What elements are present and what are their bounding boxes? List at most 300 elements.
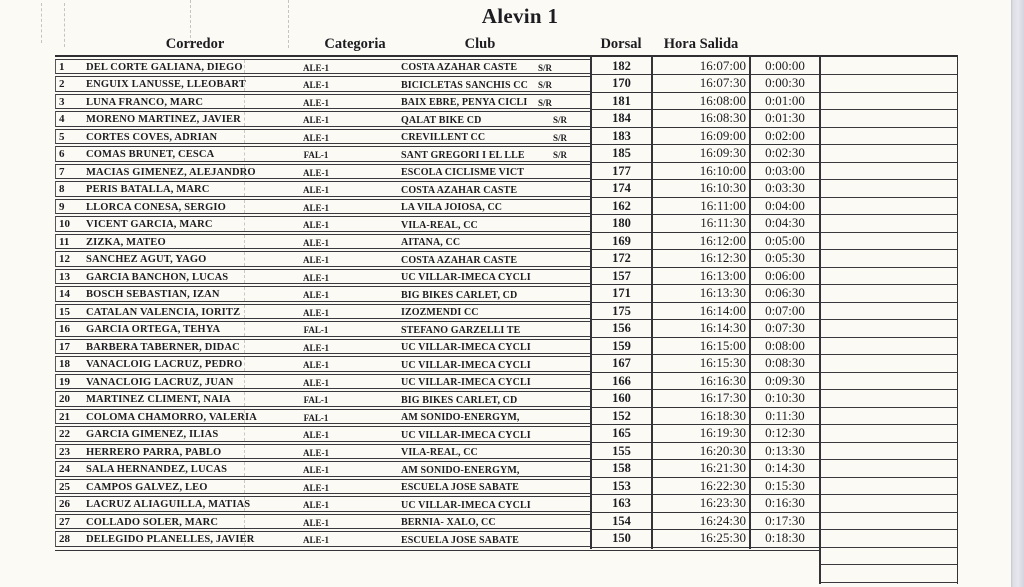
dorsal-cell: 180 — [591, 215, 652, 233]
categoria-cell: ALE-1 — [302, 342, 329, 353]
dorsal-cell: 153 — [591, 478, 652, 496]
rider-cell-group — [55, 514, 592, 530]
club-cell: VILA-REAL, CC — [401, 219, 478, 231]
position-cell: 11 — [59, 235, 70, 248]
categoria-cell: ALE-1 — [302, 447, 329, 458]
column-separator-artifact — [244, 532, 245, 546]
empty-cell — [821, 128, 957, 146]
diff-cell: 0:04:00 — [750, 198, 820, 216]
column-header-corredor: Corredor — [165, 36, 225, 52]
categoria-cell: ALE-1 — [302, 360, 329, 371]
empty-cell — [821, 75, 957, 93]
categoria-cell: FAL-1 — [303, 395, 329, 406]
corredor-cell: LUNA FRANCO, MARC — [86, 96, 204, 108]
categoria-cell: ALE-1 — [302, 185, 329, 196]
club-cell: UC VILLAR-IMECA CYCLI — [401, 377, 531, 389]
corredor-cell: HERRERO PARRA, PABLO — [86, 446, 222, 458]
dorsal-cell: 182 — [591, 58, 652, 76]
hora-salida-cell: 16:23:30 — [652, 495, 750, 513]
position-cell: 25 — [59, 480, 70, 493]
hora-salida-cell: 16:09:00 — [652, 128, 750, 146]
column-separator-artifact — [244, 497, 245, 511]
diff-cell: 0:05:30 — [750, 250, 820, 268]
empty-cell — [821, 198, 957, 216]
club-cell: BAIX EBRE, PENYA CICLI — [401, 97, 528, 109]
rider-cell-group — [55, 426, 592, 442]
corredor-cell: LLORCA CONESA, SERGIO — [86, 201, 226, 213]
column-separator-artifact — [244, 252, 245, 266]
hora-salida-cell: 16:07:00 — [652, 58, 750, 76]
empty-cell — [821, 285, 957, 303]
diff-cell: 0:18:30 — [750, 530, 820, 548]
sr-flag: S/R — [538, 80, 553, 91]
hora-salida-cell: 16:08:30 — [652, 110, 750, 128]
rider-cell-group — [55, 391, 592, 407]
diff-cell: 0:14:30 — [750, 460, 820, 478]
rider-cell-group — [55, 321, 592, 337]
club-cell: STEFANO GARZELLI TE — [401, 324, 521, 336]
categoria-cell: ALE-1 — [302, 255, 329, 266]
page-edge-strip — [1011, 0, 1024, 587]
position-cell: 9 — [59, 200, 65, 213]
dorsal-cell: 185 — [591, 145, 652, 163]
rider-cell-group — [55, 216, 592, 232]
diff-cell: 0:06:00 — [750, 268, 820, 286]
club-cell: AITANA, CC — [401, 237, 461, 249]
diff-cell: 0:07:00 — [750, 303, 820, 321]
dorsal-cell: 165 — [591, 425, 652, 443]
scan-artifact — [288, 0, 289, 48]
position-cell: 3 — [59, 95, 65, 108]
categoria-cell: ALE-1 — [302, 307, 329, 318]
club-cell: BERNIA- XALO, CC — [401, 517, 496, 529]
dorsal-cell: 162 — [591, 198, 652, 216]
club-cell: COSTA AZAHAR CASTE — [401, 254, 518, 266]
hora-salida-cell: 16:11:30 — [652, 215, 750, 233]
dorsal-cell: 156 — [591, 320, 652, 338]
position-cell: 1 — [59, 60, 65, 73]
empty-cell — [821, 355, 957, 373]
club-cell: BIG BIKES CARLET, CD — [401, 394, 518, 406]
dorsal-cell: 171 — [591, 285, 652, 303]
corredor-cell: VANACLOIG LACRUZ, JUAN — [86, 376, 234, 388]
sr-flag: S/R — [538, 97, 553, 108]
column-header-dorsal: Dorsal — [600, 36, 642, 52]
categoria-cell: ALE-1 — [302, 202, 329, 213]
club-cell: UC VILLAR-IMECA CYCLI — [401, 272, 531, 284]
rider-cell-group — [55, 181, 592, 197]
column-separator-artifact — [244, 515, 245, 529]
club-cell: QALAT BIKE CD — [401, 114, 482, 126]
corredor-cell: COMAS BRUNET, CESCA — [86, 149, 215, 161]
hora-salida-cell: 16:22:30 — [652, 478, 750, 496]
position-cell: 6 — [59, 148, 65, 161]
sr-flag: S/R — [538, 62, 553, 73]
club-cell: UC VILLAR-IMECA CYCLI — [401, 429, 531, 441]
rider-cell-group — [55, 164, 592, 180]
categoria-cell: ALE-1 — [302, 290, 329, 301]
diff-cell: 0:15:30 — [750, 478, 820, 496]
position-cell: 26 — [59, 498, 70, 511]
hora-salida-cell: 16:09:30 — [652, 145, 750, 163]
rider-cell-group — [55, 94, 592, 110]
empty-cell — [821, 320, 957, 338]
diff-cell: 0:03:00 — [750, 163, 820, 181]
empty-cell — [821, 443, 957, 461]
column-separator-artifact — [244, 427, 245, 441]
sr-flag: S/R — [553, 115, 568, 126]
dorsal-cell: 183 — [591, 128, 652, 146]
hora-salida-cell: 16:15:00 — [652, 338, 750, 356]
corredor-cell: VANACLOIG LACRUZ, PEDRO — [86, 359, 243, 371]
categoria-cell: ALE-1 — [302, 167, 329, 178]
categoria-cell: ALE-1 — [302, 465, 329, 476]
empty-cell — [821, 110, 957, 128]
column-separator-artifact — [244, 130, 245, 144]
categoria-cell: ALE-1 — [302, 500, 329, 511]
scan-artifact — [64, 3, 65, 47]
categoria-cell: ALE-1 — [302, 535, 329, 546]
corredor-cell: MORENO MARTINEZ, JAVIER — [86, 114, 241, 126]
empty-cell — [821, 513, 957, 531]
diff-cell: 0:00:30 — [750, 75, 820, 93]
club-cell: IZOZMENDI CC — [401, 307, 479, 319]
dorsal-cell: 157 — [591, 268, 652, 286]
column-separator-artifact — [244, 322, 245, 336]
position-cell: 7 — [59, 165, 65, 178]
hora-salida-cell: 16:16:30 — [652, 373, 750, 391]
diff-cell: 0:01:00 — [750, 93, 820, 111]
hora-salida-cell: 16:15:30 — [652, 355, 750, 373]
diff-cell: 0:08:30 — [750, 355, 820, 373]
sr-flag: S/R — [553, 150, 568, 161]
rider-cell-group — [55, 111, 592, 127]
categoria-cell: ALE-1 — [302, 115, 329, 126]
rider-cell-group — [55, 59, 592, 75]
corredor-cell: ENGUIX LANUSSE, LLEOBART — [86, 79, 246, 91]
rider-cell-group — [55, 374, 592, 390]
dorsal-cell: 169 — [591, 233, 652, 251]
dorsal-cell: 152 — [591, 408, 652, 426]
hora-salida-cell: 16:12:00 — [652, 233, 750, 251]
dorsal-cell: 172 — [591, 250, 652, 268]
column-separator-artifact — [244, 462, 245, 476]
position-cell: 15 — [59, 305, 70, 318]
diff-cell: 0:00:00 — [750, 58, 820, 76]
empty-cell — [821, 93, 957, 111]
corredor-cell: CATALAN VALENCIA, IORITZ — [86, 306, 241, 318]
diff-cell: 0:07:30 — [750, 320, 820, 338]
rider-cell-group — [55, 76, 592, 92]
club-cell: CREVILLENT CC — [401, 132, 486, 144]
corredor-cell: COLLADO SOLER, MARC — [86, 516, 219, 528]
diff-cell: 0:04:30 — [750, 215, 820, 233]
rider-cell-group — [55, 129, 592, 145]
position-cell: 2 — [59, 78, 65, 91]
empty-cell — [821, 145, 957, 163]
column-separator-artifact — [244, 270, 245, 284]
column-separator-artifact — [244, 357, 245, 371]
dorsal-cell: 163 — [591, 495, 652, 513]
position-cell: 28 — [59, 533, 70, 546]
dorsal-cell: 174 — [591, 180, 652, 198]
club-cell: UC VILLAR-IMECA CYCLI — [401, 499, 531, 511]
empty-cell — [821, 163, 957, 181]
column-header-hora-salida: Hora Salida — [663, 36, 739, 52]
corredor-cell: MACIAS GIMENEZ, ALEJANDRO — [86, 166, 256, 178]
corredor-cell: SALA HERNANDEZ, LUCAS — [86, 464, 228, 476]
empty-cell — [821, 495, 957, 513]
club-cell: ESCUELA JOSE SABATE — [401, 534, 519, 546]
table-bottom-divider — [55, 550, 820, 551]
position-cell: 8 — [59, 183, 65, 196]
empty-cell — [821, 460, 957, 478]
corredor-cell: MARTINEZ CLIMENT, NAIA — [86, 394, 231, 406]
scan-artifact — [41, 3, 42, 43]
column-header-categoria: Categoria — [324, 36, 386, 52]
hora-salida-cell: 16:10:30 — [652, 180, 750, 198]
rider-cell-group — [55, 479, 592, 495]
diff-cell: 0:10:30 — [750, 390, 820, 408]
page-title: Alevin 1 — [481, 4, 559, 28]
club-cell: AM SONIDO-ENERGYM, — [401, 464, 520, 476]
club-cell: VILA-REAL, CC — [401, 447, 478, 459]
position-cell: 24 — [59, 463, 70, 476]
column-separator-artifact — [244, 410, 245, 424]
empty-cell — [821, 250, 957, 268]
column-border — [590, 55, 592, 549]
empty-cell — [821, 215, 957, 233]
column-separator-artifact — [244, 165, 245, 179]
column-separator-artifact — [244, 182, 245, 196]
dorsal-cell: 155 — [591, 443, 652, 461]
corredor-cell: COLOMA CHAMORRO, VALERIA — [86, 411, 257, 423]
dorsal-cell: 170 — [591, 75, 652, 93]
club-cell: ESCUELA JOSE SABATE — [401, 482, 519, 494]
empty-cell — [821, 58, 957, 76]
rider-cell-group — [55, 461, 592, 477]
rider-cell-group — [55, 409, 592, 425]
column-separator-artifact — [244, 200, 245, 214]
empty-cell — [821, 408, 957, 426]
categoria-cell: ALE-1 — [302, 377, 329, 388]
empty-cell — [821, 303, 957, 321]
column-separator-artifact — [244, 95, 245, 109]
rider-cell-group — [55, 286, 592, 302]
column-separator-artifact — [244, 77, 245, 91]
dorsal-cell: 160 — [591, 390, 652, 408]
diff-cell: 0:03:30 — [750, 180, 820, 198]
hora-salida-cell: 16:17:30 — [652, 390, 750, 408]
column-separator-artifact — [244, 147, 245, 161]
rider-cell-group — [55, 339, 592, 355]
empty-cell — [821, 268, 957, 286]
empty-cell — [821, 233, 957, 251]
rider-cell-group — [55, 199, 592, 215]
empty-column — [821, 58, 957, 583]
empty-cell — [821, 565, 957, 583]
position-cell: 21 — [59, 410, 70, 423]
position-cell: 20 — [59, 393, 70, 406]
club-cell: AM SONIDO-ENERGYM, — [401, 412, 520, 424]
hora-salida-cell: 16:18:30 — [652, 408, 750, 426]
categoria-cell: ALE-1 — [302, 97, 329, 108]
diff-cell: 0:05:00 — [750, 233, 820, 251]
club-cell: UC VILLAR-IMECA CYCLI — [401, 342, 531, 354]
hora-salida-cell: 16:10:00 — [652, 163, 750, 181]
diff-cell: 0:01:30 — [750, 110, 820, 128]
column-separator-artifact — [244, 287, 245, 301]
empty-cell — [821, 180, 957, 198]
diff-cell: 0:17:30 — [750, 513, 820, 531]
diff-cell: 0:08:00 — [750, 338, 820, 356]
diff-cell: 0:09:30 — [750, 373, 820, 391]
corredor-cell: CORTES COVES, ADRIAN — [86, 131, 218, 143]
column-separator-artifact — [244, 480, 245, 494]
sr-flag: S/R — [553, 132, 568, 143]
corredor-cell: GARCIA GIMENEZ, ILIAS — [86, 429, 219, 441]
column-separator-artifact — [244, 60, 245, 74]
position-cell: 22 — [59, 428, 70, 441]
hora-salida-cell: 16:11:00 — [652, 198, 750, 216]
column-separator-artifact — [244, 305, 245, 319]
dorsal-cell: 177 — [591, 163, 652, 181]
column-border — [749, 55, 751, 549]
corredor-cell: SANCHEZ AGUT, YAGO — [86, 254, 207, 266]
hora-salida-cell: 16:19:30 — [652, 425, 750, 443]
column-separator-artifact — [244, 340, 245, 354]
rider-cell-group — [55, 304, 592, 320]
categoria-cell: ALE-1 — [302, 237, 329, 248]
corredor-cell: BOSCH SEBASTIAN, IZAN — [86, 289, 220, 301]
column-separator-artifact — [244, 392, 245, 406]
rider-cell-group — [55, 496, 592, 512]
hora-salida-cell: 16:13:30 — [652, 285, 750, 303]
hora-salida-cell: 16:14:00 — [652, 303, 750, 321]
hora-salida-cell: 16:20:30 — [652, 443, 750, 461]
position-cell: 17 — [59, 340, 70, 353]
dorsal-cell: 167 — [591, 355, 652, 373]
club-cell: LA VILA JOIOSA, CC — [401, 202, 503, 214]
empty-cell — [821, 530, 957, 548]
column-separator-artifact — [244, 217, 245, 231]
categoria-cell: ALE-1 — [302, 62, 329, 73]
column-separator-artifact — [244, 375, 245, 389]
hora-salida-cell: 16:08:00 — [652, 93, 750, 111]
empty-cell — [821, 478, 957, 496]
empty-cell — [821, 338, 957, 356]
categoria-cell: ALE-1 — [302, 482, 329, 493]
position-cell: 18 — [59, 358, 70, 371]
diff-cell: 0:11:30 — [750, 408, 820, 426]
categoria-cell: FAL-1 — [303, 412, 329, 423]
rider-cell-group — [55, 531, 592, 547]
position-cell: 23 — [59, 445, 70, 458]
categoria-cell: FAL-1 — [303, 325, 329, 336]
position-cell: 5 — [59, 130, 65, 143]
club-cell: SANT GREGORI I EL LLE — [401, 149, 525, 161]
corredor-cell: PERIS BATALLA, MARC — [86, 184, 210, 196]
rider-cell-group — [55, 251, 592, 267]
hora-salida-cell: 16:14:30 — [652, 320, 750, 338]
column-separator-artifact — [244, 235, 245, 249]
dorsal-cell: 175 — [591, 303, 652, 321]
position-cell: 12 — [59, 253, 70, 266]
corredor-cell: LACRUZ ALIAGUILLA, MATIAS — [86, 499, 251, 511]
club-cell: BIG BIKES CARLET, CD — [401, 289, 518, 301]
club-cell: UC VILLAR-IMECA CYCLI — [401, 359, 531, 371]
empty-cell — [821, 373, 957, 391]
empty-cell — [821, 548, 957, 566]
hora-salida-cell: 16:21:30 — [652, 460, 750, 478]
hora-salida-cell: 16:24:30 — [652, 513, 750, 531]
position-cell: 19 — [59, 375, 70, 388]
corredor-cell: DELEGIDO PLANELLES, JAVIER — [86, 534, 255, 546]
corredor-cell: VICENT GARCIA, MARC — [86, 219, 213, 231]
empty-cell — [821, 390, 957, 408]
column-border — [957, 55, 959, 584]
diff-cell: 0:06:30 — [750, 285, 820, 303]
hora-salida-cell: 16:25:30 — [652, 530, 750, 548]
corredor-cell: GARCIA ORTEGA, TEHYA — [86, 324, 221, 336]
column-border — [651, 55, 653, 549]
position-cell: 10 — [59, 218, 70, 231]
diff-cell: 0:02:30 — [750, 145, 820, 163]
rider-cell-group — [55, 146, 592, 162]
dorsal-cell: 158 — [591, 460, 652, 478]
categoria-cell: ALE-1 — [302, 430, 329, 441]
categoria-cell: ALE-1 — [302, 272, 329, 283]
dorsal-cell: 166 — [591, 373, 652, 391]
club-cell: BICICLETAS SANCHIS CC — [401, 79, 528, 91]
corredor-cell: CAMPOS GALVEZ, LEO — [86, 481, 208, 493]
categoria-cell: ALE-1 — [302, 132, 329, 143]
categoria-cell: ALE-1 — [302, 80, 329, 91]
hora-salida-cell: 16:07:30 — [652, 75, 750, 93]
column-separator-artifact — [244, 445, 245, 459]
categoria-cell: ALE-1 — [302, 220, 329, 231]
hora-salida-cell: 16:13:00 — [652, 268, 750, 286]
dorsal-cell: 181 — [591, 93, 652, 111]
column-separator-artifact — [244, 112, 245, 126]
club-cell: COSTA AZAHAR CASTE — [401, 62, 518, 74]
hora-salida-cell: 16:12:30 — [652, 250, 750, 268]
position-cell: 13 — [59, 270, 70, 283]
corredor-cell: BARBERA TABERNER, DIDAC — [86, 341, 240, 353]
position-cell: 27 — [59, 515, 70, 528]
rider-cell-group — [55, 356, 592, 372]
rider-cell-group — [55, 269, 592, 285]
rider-cell-group — [55, 444, 592, 460]
position-cell: 16 — [59, 323, 70, 336]
rider-cell-group — [55, 234, 592, 250]
dorsal-cell: 150 — [591, 530, 652, 548]
position-cell: 4 — [59, 113, 65, 126]
position-cell: 14 — [59, 288, 70, 301]
empty-cell — [821, 425, 957, 443]
diff-cell: 0:02:00 — [750, 128, 820, 146]
column-header-club: Club — [464, 36, 496, 52]
diff-cell: 0:12:30 — [750, 425, 820, 443]
corredor-cell: GARCIA BANCHON, LUCAS — [86, 271, 229, 283]
categoria-cell: FAL-1 — [303, 150, 329, 161]
corredor-cell: ZIZKA, MATEO — [86, 236, 166, 248]
dorsal-cell: 184 — [591, 110, 652, 128]
corredor-cell: DEL CORTE GALIANA, DIEGO — [86, 61, 243, 73]
diff-cell: 0:16:30 — [750, 495, 820, 513]
diff-cell: 0:13:30 — [750, 443, 820, 461]
dorsal-cell: 154 — [591, 513, 652, 531]
